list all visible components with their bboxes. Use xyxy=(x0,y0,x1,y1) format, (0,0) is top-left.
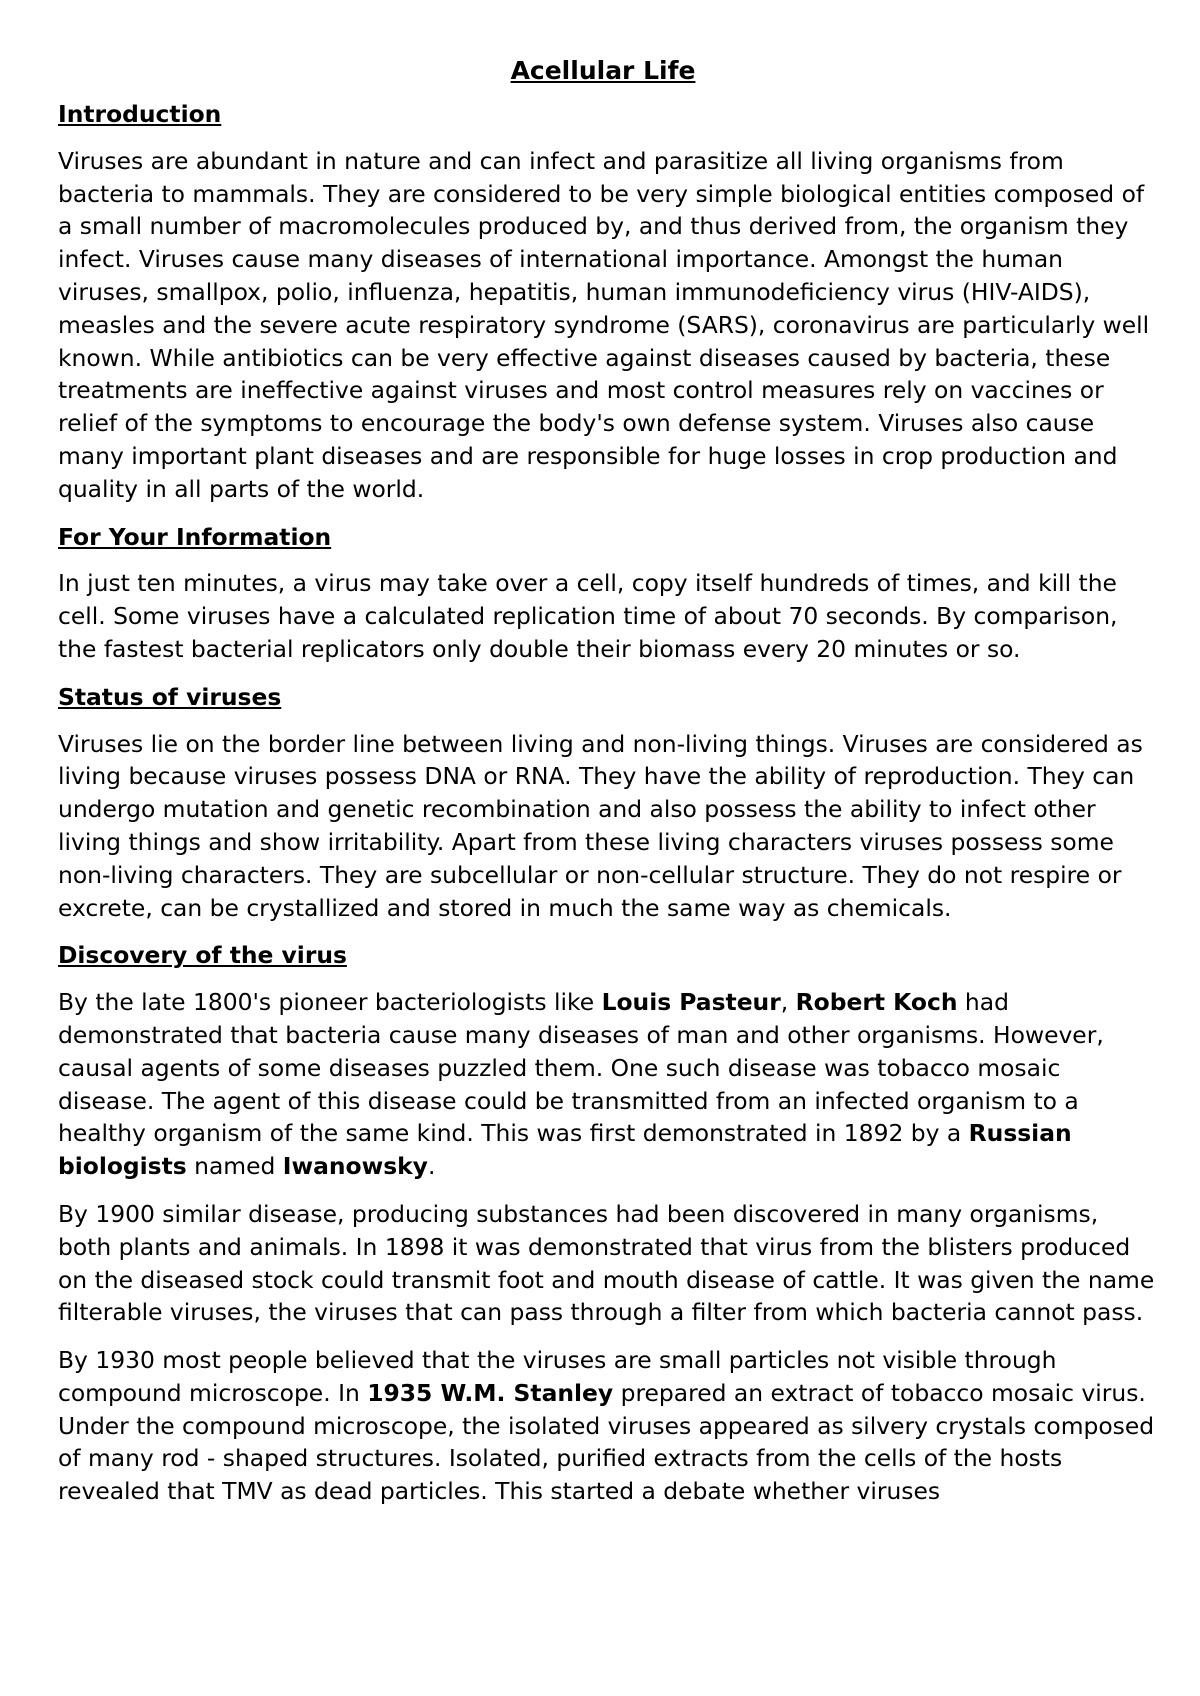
bold-name-pasteur: Louis Pasteur xyxy=(601,988,781,1017)
section-heading-status: Status of viruses xyxy=(58,682,282,711)
bold-russian-biologists: Russian biologists xyxy=(58,1119,1072,1181)
document-page xyxy=(58,0,1158,1508)
document-title: Acellular Life xyxy=(510,56,696,85)
discovery-paragraph-2: By 1900 similar disease, producing substances had been discovered in many organisms, both plants and animals. In 1898 it was demonstrated that virus from the blisters produced on the diseased stock could transmit foot and mouth disease of cattle. It was given the name filterable viruses, the viruses that can pass through a filter from which bacteria cannot pass. xyxy=(58,1199,1155,1327)
text-run: prepared an extract of tobacco mosaic virus. Under the compound microscope, the isolated viruses appeared as silvery crystals composed of many rod - shaped structures. Isolated, purified extracts from the cells of the hosts revealed that TMV as dead particles. This started a debate whether viruses xyxy=(58,1378,1155,1506)
bold-name-iwanowsky: Iwanowsky xyxy=(282,1152,428,1181)
discovery-paragraph-1 xyxy=(58,986,1158,1183)
discovery-paragraph-3 xyxy=(58,1344,1158,1508)
text-run: By the late 1800's pioneer bacteriologists like xyxy=(58,988,602,1017)
bold-name-koch: Robert Koch xyxy=(795,988,958,1017)
bold-stanley-1935: 1935 W.M. Stanley xyxy=(367,1378,614,1407)
text-run: By 1930 most people believed that the viruses are small particles not visible through compound microscope. In xyxy=(58,1346,1057,1407)
status-paragraph: Viruses lie on the border line between living and non-living things. Viruses are considered as living because viruses possess DNA or RNA. They have the ability of reproduction. They can undergo mutation and genetic recombination and also possess the ability to infect other living things and show irritability. Apart from these living characters viruses possess some non-living characters. They are subcellular or non-cellular structure. They do not respire or excrete, can be crystallized and stored in much the same way as chemicals. xyxy=(58,729,1143,922)
section-heading-introduction: Introduction xyxy=(58,100,222,128)
section-heading-discovery: Discovery of the virus xyxy=(58,941,347,970)
introduction-paragraph: Viruses are abundant in nature and can infect and parasitize all living organisms from bacteria to mammals. They are considered to be very simple biological entities composed of a small number of macromolecules produced by, and thus derived from, the organism they infect. Viruses cause many diseases of international importance. Amongst the human viruses, smallpox, polio, influenza, hepatitis, human immunodeficiency virus (HIV-AIDS), measles and the severe acute respiratory syndrome (SARS), coronavirus are particularly well known. While antibiotics can be very effective against diseases caused by bacteria, these treatments are ineffective against viruses and most control measures rely on vaccines or relief of the symptoms to encourage the body's own defense system. Viruses also cause many important plant diseases and are responsible for huge losses in crop production and quality in all parts of the world. xyxy=(58,146,1150,503)
section-heading-fyi: For Your Information xyxy=(58,522,332,551)
text-run: named xyxy=(186,1152,283,1181)
fyi-paragraph: In just ten minutes, a virus may take over a cell, copy itself hundreds of times, and kill the cell. Some viruses have a calculated replication time of about 70 seconds. By comparison, the fastest bacterial replicators only double their biomass every 20 minutes or so. xyxy=(58,569,1118,663)
text-run: had demonstrated that bacteria cause many diseases of man and other organisms. However, causal agents of some diseases puzzled them. One such disease was tobacco mosaic disease. The agent of this disease could be transmitted from an infected organism to a healthy organism of the same kind. This was first demonstrated in 1892 by a xyxy=(58,988,1104,1148)
text-run: . xyxy=(427,1152,436,1181)
text-run: , xyxy=(780,988,796,1017)
